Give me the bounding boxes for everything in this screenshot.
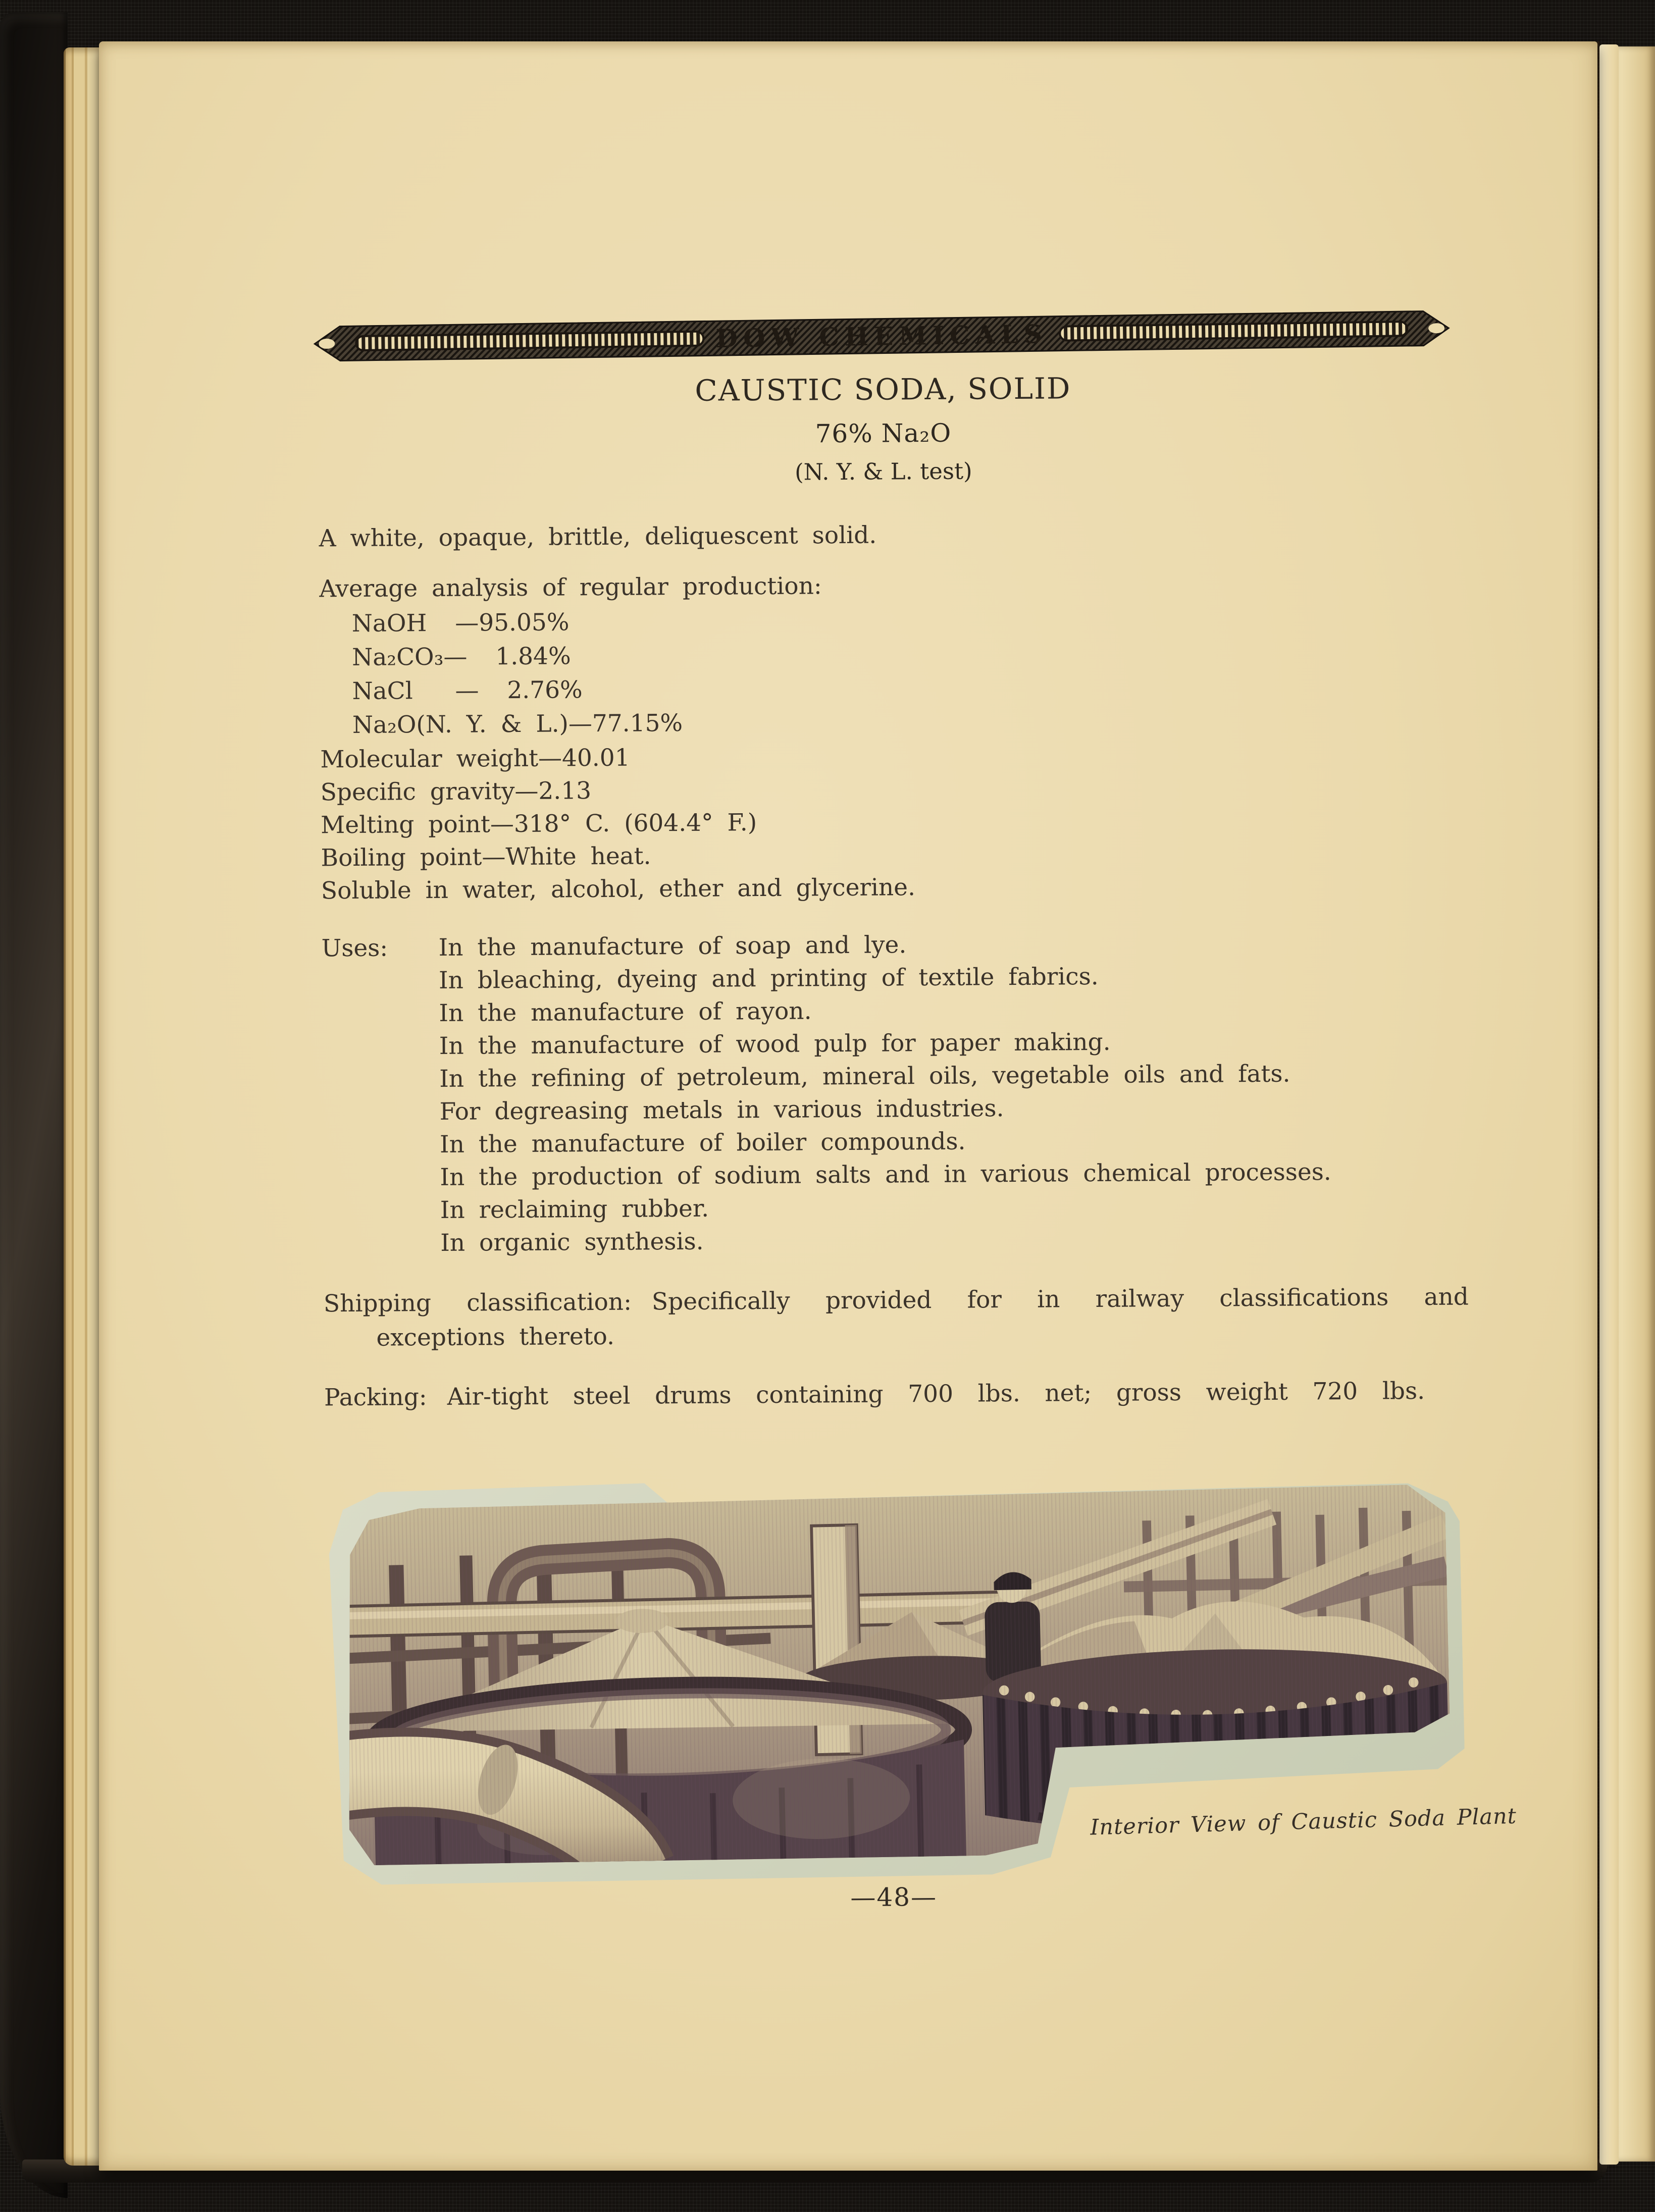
use-item: For degreasing metals in various industries.	[439, 1094, 1004, 1126]
shipping-section	[324, 1281, 1469, 1356]
shipping-line-2: exceptions thereto.	[376, 1322, 615, 1352]
page-number: —48—	[850, 1882, 938, 1913]
packing-section	[324, 1375, 1425, 1414]
body-text	[319, 515, 1469, 1412]
use-item: In the manufacture of boiler compounds.	[439, 1127, 966, 1158]
analysis-list	[352, 605, 683, 742]
analysis-item: NaCl — 2.76%	[352, 676, 583, 705]
use-item: In reclaiming rubber.	[440, 1194, 709, 1224]
use-item: In the manufacture of rayon.	[439, 997, 812, 1027]
use-item: In the refining of petroleum, mineral oils, vegetable oils and fats.	[439, 1060, 1290, 1093]
property-line: Melting point—318° C. (604.4° F.)	[320, 809, 757, 839]
property-line: Boiling point—White heat.	[321, 842, 651, 872]
use-item: In the manufacture of soap and lye.	[438, 931, 907, 962]
analysis-item: Na₂CO₃— 1.84%	[351, 642, 571, 671]
photo-caption: Interior View of Caustic Soda Plant	[1090, 1803, 1517, 1840]
uses-list	[438, 926, 1331, 1259]
scanned-page	[99, 41, 1597, 2171]
adjacent-page-edge	[1619, 46, 1655, 2162]
property-line: Soluble in water, alcohol, ether and glycerine.	[321, 873, 916, 905]
analysis-item: Na₂O(N. Y. & L.)—77.15%	[352, 709, 683, 739]
book-cover-leather-edge	[0, 12, 68, 2198]
use-item: In the manufacture of wood pulp for paper making.	[439, 1028, 1111, 1060]
test-note: (N. Y. & L. test)	[794, 457, 972, 486]
analysis-item: NaOH —95.05%	[351, 608, 570, 638]
brand-banner-text: DOW CHEMICALS	[715, 319, 1048, 354]
shipping-text: Specifically provided for in railway classifications and	[651, 1283, 1469, 1316]
packing-label: Packing:	[324, 1383, 427, 1412]
property-line: Molecular weight—40.01	[320, 744, 630, 774]
use-item: In the production of sodium salts and in various chemical processes.	[440, 1158, 1331, 1191]
use-item: In organic synthesis.	[440, 1227, 704, 1257]
use-item: In bleaching, dyeing and printing of textile fabrics.	[438, 962, 1099, 994]
uses-label: Uses:	[321, 934, 388, 963]
page-subtitle: 76% Na₂O	[815, 418, 952, 449]
shipping-label: Shipping classification:	[323, 1288, 632, 1318]
banner-ornament	[307, 306, 1456, 366]
brand-banner	[307, 306, 1456, 366]
properties-list	[320, 740, 915, 907]
property-line: Specific gravity—2.13	[320, 777, 592, 807]
page-content	[94, 37, 1606, 2175]
shipping-line	[324, 1281, 1469, 1321]
description-line: A white, opaque, brittle, deliquescent solid.	[319, 521, 877, 553]
uses-section	[321, 925, 1468, 1260]
page-title: CAUSTIC SODA, SOLID	[695, 371, 1071, 408]
analysis-heading: Average analysis of regular production:	[319, 572, 822, 603]
packing-text: Air-tight steel drums containing 700 lbs. net; gross weight 720 lbs.	[447, 1377, 1425, 1411]
